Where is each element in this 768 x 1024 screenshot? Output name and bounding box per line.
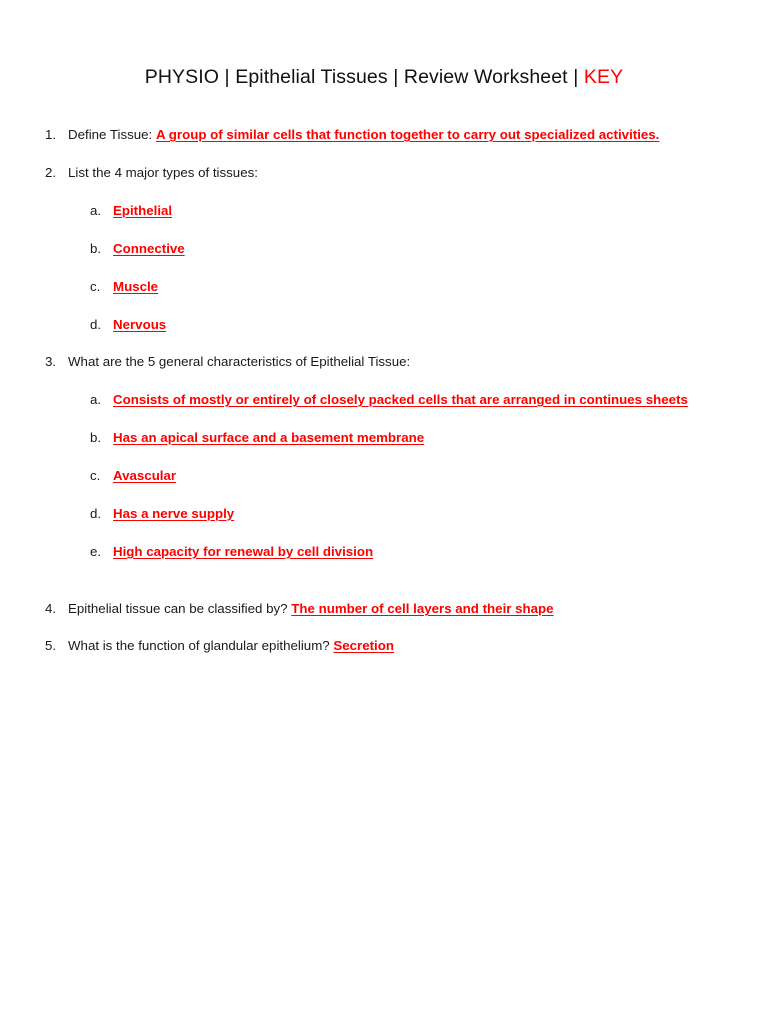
question-answer: The number of cell layers and their shape [291, 601, 554, 616]
question-number: 4. [45, 601, 57, 616]
item-letter: a. [90, 392, 102, 407]
item-letter: d. [90, 506, 102, 521]
question-answer: Secretion [333, 638, 394, 653]
item-answer: Consists of mostly or entirely of closely packed cells that are arranged in continues sheets [113, 392, 688, 407]
item-answer: Connective [113, 241, 185, 256]
question-1-text [68, 126, 659, 144]
title-key-label: KEY [583, 66, 624, 88]
item-answer: Has an apical surface and a basement membrane [113, 430, 425, 445]
question-5-text [68, 637, 394, 655]
item-answer: High capacity for renewal by cell division [113, 544, 374, 559]
question-prompt: Define Tissue: [68, 127, 153, 142]
item-letter: b. [90, 430, 102, 445]
question-prompt: List the 4 major types of tissues: [68, 165, 258, 180]
item-answer: Epithelial [113, 203, 173, 218]
title-main: PHYSIO | Epithelial Tissues | Review Worksheet | [144, 66, 579, 88]
item-answer: Nervous [113, 317, 167, 332]
item-answer: Avascular [113, 468, 177, 483]
question-number: 1. [45, 127, 57, 142]
question-number: 3. [45, 354, 57, 369]
page-title [0, 66, 768, 89]
question-prompt: What is the function of glandular epithelium? [68, 638, 330, 653]
item-letter: a. [90, 203, 102, 218]
item-letter: d. [90, 317, 102, 332]
item-letter: c. [90, 468, 101, 483]
item-letter: c. [90, 279, 101, 294]
question-number: 5. [45, 638, 57, 653]
question-number: 2. [45, 165, 57, 180]
item-answer: Muscle [113, 279, 159, 294]
question-answer: A group of similar cells that function together to carry out specialized activities. [155, 127, 660, 142]
question-prompt: Epithelial tissue can be classified by? [68, 601, 288, 616]
item-letter: b. [90, 241, 102, 256]
question-prompt: What are the 5 general characteristics of Epithelial Tissue: [68, 354, 411, 369]
item-letter: e. [90, 544, 102, 559]
item-answer: Has a nerve supply [113, 506, 235, 521]
question-4-text [68, 600, 554, 618]
